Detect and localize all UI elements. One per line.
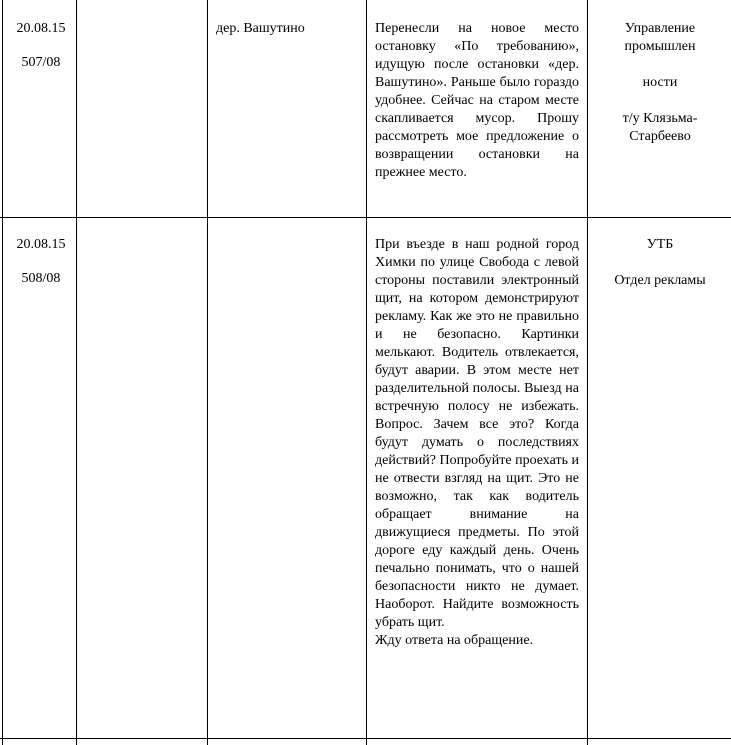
row-2-appeal-closing: Жду ответа на обращение.	[375, 633, 534, 648]
row-2-number: 508/08	[21, 271, 61, 286]
row-1-appeal-text	[375, 20, 579, 182]
row-divider-1	[0, 217, 731, 218]
row-2-responsible-line-2: Отдел рекламы	[614, 273, 706, 288]
row-divider-2	[0, 738, 731, 739]
row-2-responsible-line-1: УТБ	[646, 237, 674, 252]
column-divider-2	[207, 0, 208, 745]
row-2-responsible	[592, 236, 728, 290]
row-1-date: 20.08.15	[16, 21, 66, 36]
column-divider-3	[366, 0, 367, 745]
row-2-appeal-body: При въезде в наш родной город Химки по улице Свобода с левой стороны поставили электронный щит, на котором демонстрируют рекламу. Как же это не правильно и не безопасно. Картинки мелькают. Водитель отвлекается, будут аварии. В этом месте нет разделительной полосы. Выезд на встречную полосу не избежать. Вопрос. Зачем все это? Когда будут думать о последствиях действий? Попробуйте проехать и не отвести взгляд на щит. Это не возможно, так как водитель обращает внимание на движущиеся предметы. По этой дороге еду каждый день. Очень печально понимать, что о нашей безопасности никто не думает. Наоборот. Найдите возможность убрать щит.	[375, 237, 579, 630]
row-2-appeal-text	[375, 236, 579, 650]
row-1-responsible-line-2: ности	[642, 75, 678, 90]
column-divider-4	[587, 0, 588, 745]
table-border-left	[2, 0, 3, 745]
row-1-place: дер. Вашутино	[216, 21, 305, 36]
row-1-responsible-line-1: Управление промышлен	[624, 21, 696, 54]
row-1-responsible	[592, 20, 728, 146]
row-1-responsible-line-3: т/у Клязьма-Старбеево	[622, 111, 698, 144]
row-1-appeal-body: Перенесли на новое место остановку «По требованию», идущую после остановки «дер. Вашутино». Раньше было гораздо удобнее. Сейчас на старом месте скапливается мусор. Прошу рассмотреть мое предложение о возвращении остановки на прежнее место.	[375, 21, 579, 180]
row-2-date: 20.08.15	[16, 237, 66, 252]
column-divider-1	[76, 0, 77, 745]
row-1-date-cell	[8, 20, 74, 72]
row-2-date-cell	[8, 236, 74, 288]
row-1-number: 507/08	[21, 55, 61, 70]
